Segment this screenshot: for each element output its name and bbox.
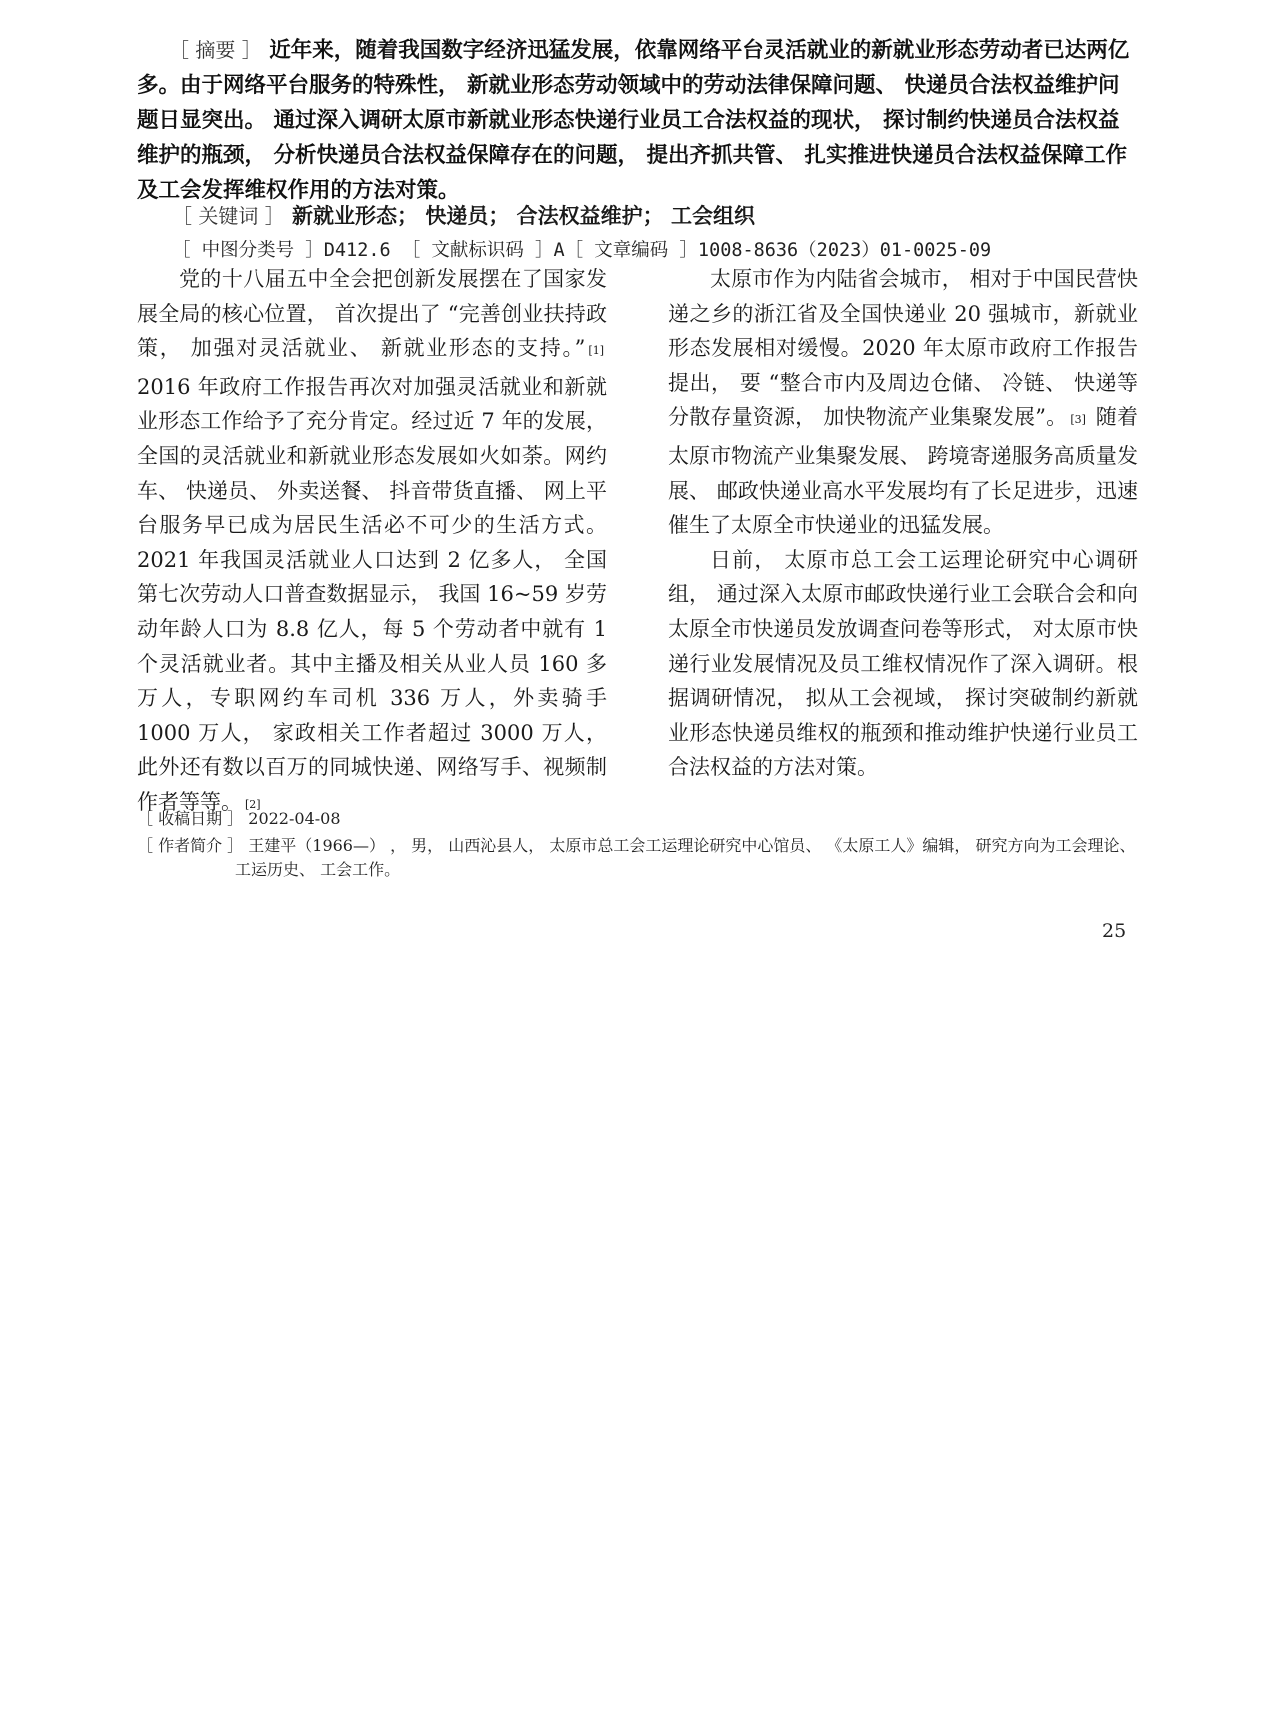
author-info <box>137 834 1177 882</box>
keywords <box>172 200 1132 232</box>
left-p1-part-b: 2016 年政府工作报告再次对加强灵活就业和新就业形态工作给予了充分肯定。经过近 7 年的发展， 全国的灵活就业和新就业形态发展如火如荼。网约车、 快递员、 外卖送餐、 抖音带货直播、 网上平台服务早已成为居民生活必不可少的生活方式。2021 年我国灵活就业人口达到 2 亿多人， 全国第七次劳动人口普查数据显示， 我国 16~59 岁劳动年龄人口为 8.8 亿人，每 5 个劳动者中就有 1 个灵活就业者。其中主播及相关从业人员 160 多万人，专职网约车司机 336 万人，外卖骑手 1000 万人， 家政相关工作者超过 3000 万人， 此外还有数以百万的同城快递、网络写手、视频制作者等等。 <box>137 374 607 814</box>
citation-ref-3: [3] <box>1070 413 1086 427</box>
keywords-text: 新就业形态； 快递员； 合法权益维护； 工会组织 <box>292 204 755 228</box>
left-p1-part-a: 党的十八届五中全会把创新发展摆在了国家发展全局的核心位置， 首次提出了 “完善创业扶持政策， 加强对灵活就业、 新就业形态的支持。” <box>137 267 607 361</box>
keywords-tag: ［ 关键词 ］ <box>172 204 285 228</box>
left-paragraph-1 <box>137 262 607 824</box>
author-info-line-1: ［ 作者简介 ］ 王建平（1966—） ， 男， 山西沁县人， 太原市总工会工运理论研究中心馆员、 《太原工人》编辑， 研究方向为工会理论、 <box>137 836 1136 855</box>
author-info-line-2: 工运历史、 工会工作。 <box>235 860 401 879</box>
right-paragraph-1 <box>668 262 1138 543</box>
right-p1-part-a: 太原市作为内陆省会城市， 相对于中国民营快递之乡的浙江省及全国快递业 20 强城市，新就业形态发展相对缓慢。2020 年太原市政府工作报告提出， 要 “整合市内及周边仓储、 冷链、 快递等分散存量资源， 加快物流产业集聚发展”。 <box>668 267 1138 430</box>
body-column-left <box>137 262 607 824</box>
right-p1-part-b: 随着太原市物流产业集聚发展、 跨境寄递服务高质量发展、 邮政快递业高水平发展均有了长足进步，迅速催生了太原全市快递业的迅猛发展。 <box>668 405 1138 538</box>
abstract-tag: ［ 摘要 ］ <box>169 38 262 62</box>
body-column-right <box>668 262 1138 785</box>
received-date: ［ 收稿日期 ］ 2022-04-08 <box>137 809 341 828</box>
citation-ref-2: [2] <box>245 797 261 811</box>
right-paragraph-2: 日前， 太原市总工会工运理论研究中心调研组， 通过深入太原市邮政快递行业工会联合会和向太原全市快递员发放调查问卷等形式， 对太原市快递行业发展情况及员工维权情况作了深入调研。根据调研情况， 拟从工会视域， 探讨突破制约新就业形态快递员维权的瓶颈和推动维护快递行业员工合法权益的方法对策。 <box>668 547 1138 780</box>
page-number: 25 <box>1102 920 1127 942</box>
classification-line: ［ 中图分类号 ］D412.6 ［ 文献标识码 ］A［ 文章编码 ］1008-8636（2023）01-0025-09 <box>172 240 992 261</box>
citation-ref-1: [1] <box>588 344 604 358</box>
abstract <box>137 33 1137 208</box>
abstract-text: 近年来，随着我国数字经济迅猛发展，依靠网络平台灵活就业的新就业形态劳动者已达两亿多。由于网络平台服务的特殊性， 新就业形态劳动领域中的劳动法律保障问题、 快递员合法权益维护问题日显突出。 通过深入调研太原市新就业形态快递行业员工合法权益的现状， 探讨制约快递员合法权益维护的瓶颈， 分析快递员合法权益保障存在的问题， 提出齐抓共管、 扎实推进快递员合法权益保障工作及工会发挥维权作用的方法对策。 <box>137 38 1130 203</box>
